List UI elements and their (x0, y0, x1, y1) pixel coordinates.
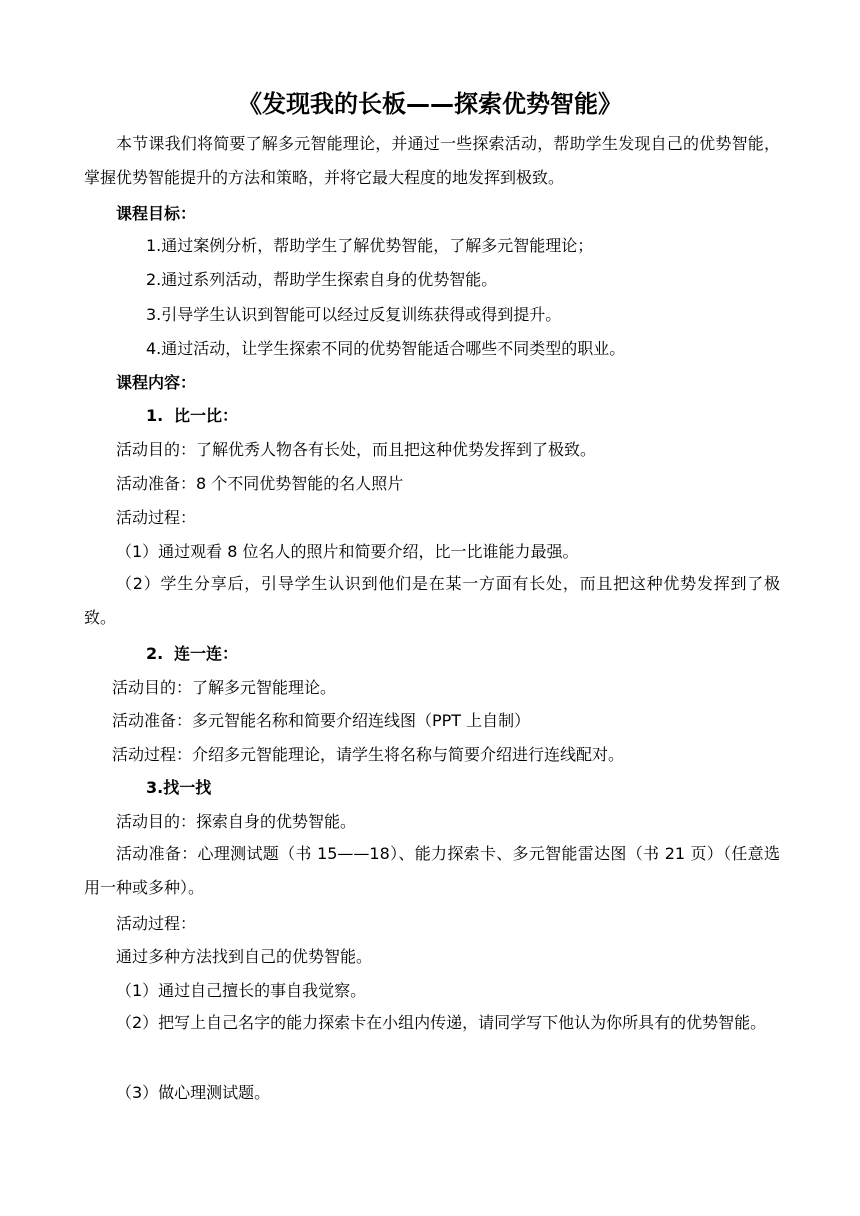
goal-item-2: 2.通过系列活动，帮助学生探索自身的优势智能。 (146, 270, 498, 289)
activity2-prep: 活动准备：多元智能名称和简要介绍连线图（PPT 上自制） (112, 711, 531, 730)
activity1-step-1: （1）通过观看 8 位名人的照片和简要介绍，比一比谁能力最强。 (116, 542, 579, 561)
activity1-process-label: 活动过程： (116, 508, 197, 527)
goals-heading: 课程目标： (116, 204, 197, 223)
activity3-step-1: （1）通过自己擅长的事自我觉察。 (116, 981, 367, 1000)
activity1-prep: 活动准备：8 个不同优势智能的名人照片 (116, 474, 404, 493)
activity2-number: 2. (146, 644, 164, 663)
activity3-step-3: （3）做心理测试题。 (116, 1083, 271, 1102)
activity3-step-2: （2）把写上自己名字的能力探索卡在小组内传递，请同学写下他认为你所具有的优势智能。 (116, 1013, 767, 1032)
activity3-method: 通过多种方法找到自己的优势智能。 (116, 947, 373, 966)
goal-item-4: 4.通过活动，让学生探索不同的优势智能适合哪些不同类型的职业。 (146, 339, 626, 358)
goal-item-3: 3.引导学生认识到智能可以经过反复训练获得或得到提升。 (146, 305, 562, 324)
document-title: 《发现我的长板——探索优势智能》 (238, 90, 622, 118)
activity1-heading: 比一比： (174, 406, 239, 425)
activity3-prep: 活动准备：心理测试题（书 15——18）、能力探索卡、多元智能雷达图（书 21 页）（任意选用一种或多种）。 (84, 844, 780, 897)
intro-paragraph: 本节课我们将简要了解多元智能理论，并通过一些探索活动，帮助学生发现自己的优势智能，掌握优势智能提升的方法和策略，并将它最大程度的地发挥到极致。 (84, 134, 780, 187)
content-heading: 课程内容： (116, 373, 197, 392)
activity1-number: 1. (146, 406, 164, 425)
activity3-purpose: 活动目的：探索自身的优势智能。 (116, 812, 357, 831)
activity3-heading: 3.找一找 (146, 778, 212, 797)
activity3-process-label: 活动过程： (116, 914, 197, 933)
activity2-purpose: 活动目的：了解多元智能理论。 (112, 678, 337, 697)
activity1-purpose: 活动目的：了解优秀人物各有长处，而且把这种优势发挥到了极致。 (116, 440, 597, 459)
activity2-heading: 连一连： (174, 644, 239, 663)
activity1-step-2: （2）学生分享后，引导学生认识到他们是在某一方面有长处，而且把这种优势发挥到了极致。 (84, 574, 780, 627)
activity2-process: 活动过程：介绍多元智能理论，请学生将名称与简要介绍进行连线配对。 (112, 745, 625, 764)
goal-item-1: 1.通过案例分析，帮助学生了解优势智能，了解多元智能理论； (146, 236, 594, 255)
